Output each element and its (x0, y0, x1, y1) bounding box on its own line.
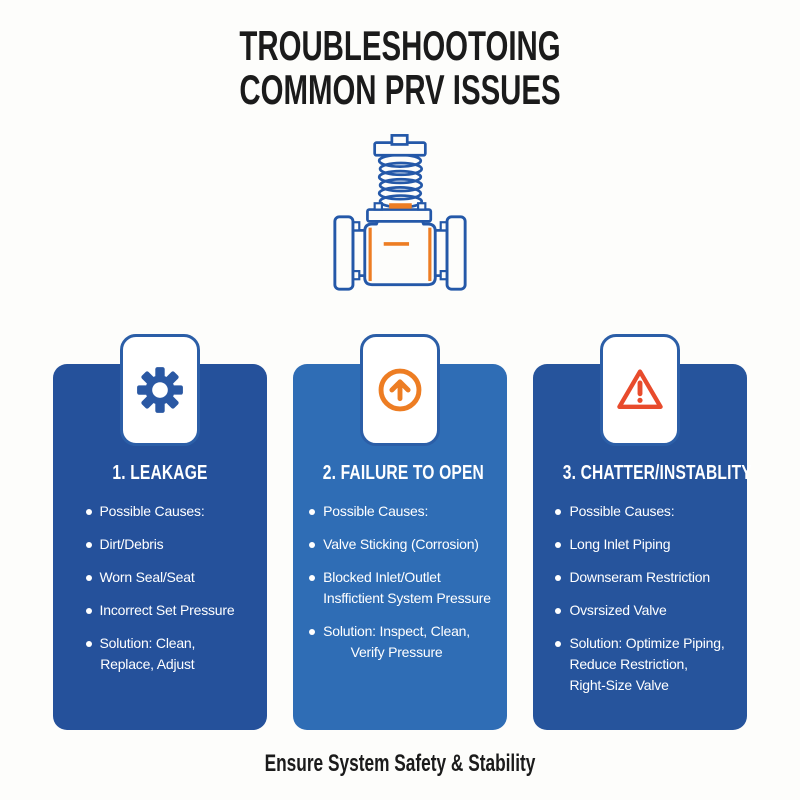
page-title-line-1: TROUBLESHOOTOING (239, 22, 561, 69)
bullet-line: Verify Pressure (350, 644, 443, 661)
bullet-item (86, 567, 235, 588)
bullet-text (100, 534, 164, 555)
bullet-dot-icon (555, 608, 561, 614)
bullet-dot-icon (86, 509, 92, 515)
bullet-item (555, 534, 724, 555)
bullet-item (86, 633, 235, 675)
cards-row (0, 364, 800, 730)
bullet-list-chatter (555, 501, 724, 708)
bullet-item (555, 567, 724, 588)
bullet-item (555, 633, 724, 696)
footer-text: Ensure System Safety & Stability (264, 750, 536, 778)
bullet-line: Long Inlet Piping (569, 536, 671, 553)
card-title-chatter: 3. CHATTER/INSTABLITY (562, 462, 752, 485)
bullet-dot-icon (309, 542, 315, 548)
bullet-item (309, 621, 491, 663)
bullet-line: Ovsrsized Valve (569, 602, 667, 619)
bullet-list-failure-to-open (309, 501, 491, 675)
card-title-failure-to-open: 2. FAILURE TO OPEN (322, 462, 484, 485)
warning-triangle-icon (612, 364, 668, 416)
bullet-dot-icon (309, 629, 315, 635)
bullet-text (569, 600, 666, 621)
icon-box-chatter (600, 334, 680, 446)
bullet-line: Reduce Restriction, (569, 656, 688, 673)
bullet-item (309, 501, 491, 522)
bullet-line: Blocked Inlet/Outlet (323, 569, 441, 586)
card-leakage (53, 364, 267, 730)
bullet-list-leakage (86, 501, 235, 687)
card-chatter-instability (533, 364, 752, 730)
card-failure-to-open (293, 364, 507, 730)
bullet-line: Solution: Clean, (99, 635, 196, 652)
bullet-item (309, 534, 491, 555)
bullet-item (86, 600, 235, 621)
bullet-line: Solution: Inspect, Clean, (323, 623, 470, 640)
bullet-text (323, 621, 470, 663)
bullet-line: Insffictient System Pressure (323, 590, 491, 607)
bullet-text (569, 633, 724, 696)
page-title (120, 0, 680, 112)
bullet-item (555, 600, 724, 621)
bullet-line: Possible Causes: (99, 503, 205, 520)
bullet-line: Solution: Optimize Piping, (569, 635, 725, 652)
bullet-line: Worn Seal/Seat (99, 569, 195, 586)
bullet-line: Downseram Restriction (569, 569, 710, 586)
bullet-text (100, 633, 196, 675)
bullet-dot-icon (555, 575, 561, 581)
bullet-item (555, 501, 724, 522)
bullet-line: Incorrect Set Pressure (99, 602, 235, 619)
bullet-dot-icon (555, 641, 561, 647)
bullet-text (323, 501, 428, 522)
page-title-line-2: COMMON PRV ISSUES (239, 66, 561, 114)
pressure-relief-valve-illustration (324, 124, 476, 306)
valve-illustration-wrap (0, 124, 800, 306)
bullet-dot-icon (86, 542, 92, 548)
bullet-item (86, 534, 235, 555)
bullet-text (323, 534, 479, 555)
bullet-dot-icon (86, 608, 92, 614)
bullet-dot-icon (555, 509, 561, 515)
bullet-text (569, 501, 674, 522)
bullet-dot-icon (555, 542, 561, 548)
bullet-text (100, 567, 195, 588)
bullet-text (100, 501, 205, 522)
bullet-line: Possible Causes: (323, 503, 429, 520)
bullet-text (323, 567, 491, 609)
gear-icon (135, 365, 185, 415)
bullet-line: Possible Causes: (569, 503, 675, 520)
bullet-item (309, 567, 491, 609)
bullet-text (569, 534, 670, 555)
bullet-dot-icon (86, 575, 92, 581)
bullet-line: Valve Sticking (Corrosion) (323, 536, 479, 553)
arrow-up-circle-icon (374, 364, 426, 416)
bullet-dot-icon (309, 575, 315, 581)
bullet-line: Replace, Adjust (100, 656, 195, 673)
icon-box-leakage (120, 334, 200, 446)
bullet-item (86, 501, 235, 522)
icon-box-failure-to-open (360, 334, 440, 446)
card-title-leakage: 1. LEAKAGE (112, 462, 208, 485)
bullet-dot-icon (86, 641, 92, 647)
bullet-line: Right-Size Valve (569, 677, 669, 694)
bullet-text (569, 567, 710, 588)
bullet-text (100, 600, 235, 621)
bullet-line: Dirt/Debris (99, 536, 164, 553)
bullet-dot-icon (309, 509, 315, 515)
